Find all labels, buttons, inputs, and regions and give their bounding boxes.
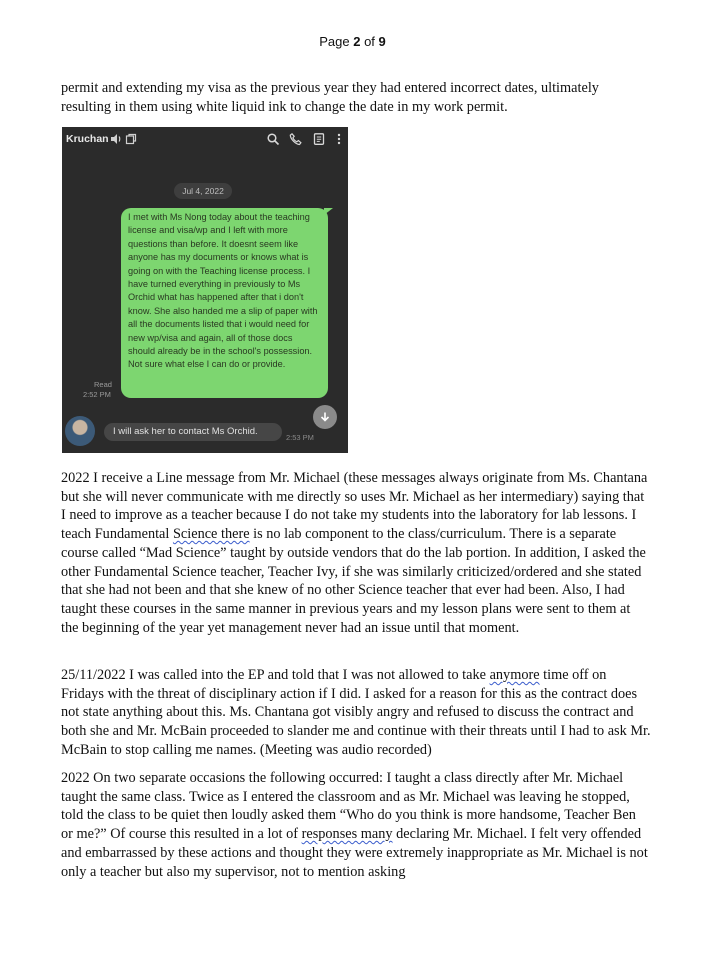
- phone-icon[interactable]: [289, 132, 303, 146]
- chat-date-separator: Jul 4, 2022: [174, 183, 232, 199]
- incoming-message-bubble: I will ask her to contact Ms Orchid.: [104, 423, 282, 441]
- scroll-down-button[interactable]: [313, 405, 337, 429]
- paragraph-text: [61, 769, 651, 881]
- text-run: 2022 On two separate occasions the following occurred: I taught a class directly after Mr. Michael taught the same class. Twice as I entered the classroom and as Mr. Michael was leaving he stopped, told the class to be quiet then loudly asked them “Who do you think is more handsome, Teacher Ben or me?” Of course this resulted in a lot of: [61, 770, 636, 843]
- paragraph-text: [61, 469, 651, 637]
- text-run: is no lab component to the class/curriculum. There is a separate course called “Mad Science” taught by outside vendors that do the lab portion. In addition, I asked the other Fundamental Science teacher, Teacher Ivy, if she was similarly criticized/ordered and she stated that she had not been and that she knew of no other Science teacher that ever had been. Also, I had taught these courses in the same manner in previous years and my lesson plans were sent to them at the beginning of the year yet management never had an issue until that moment.: [61, 526, 646, 636]
- search-icon[interactable]: [266, 132, 280, 146]
- spellcheck-flagged-text: responses many: [301, 826, 393, 843]
- paragraph-classroom-incident: [61, 769, 651, 881]
- page-label: Page: [319, 34, 354, 49]
- chat-screenshot: [62, 127, 348, 453]
- text-run: declaring Mr. Michael. I felt very offended and embarrassed by these actions and thought they were extremely inappropriate as Mr. Michael is not only a teacher but also my supervisor, not to mention asking: [61, 826, 648, 880]
- chat-topbar: [62, 127, 348, 153]
- text-run: 2022 I receive a Line message from Mr. Michael (these messages always originate from Ms. Chantana but she will never communicate with me directly so uses Mr. Michael as her intermediary) saying that I need to improve as a teacher because I do not take my students into the laboratory for lab lessons. I teach Fundamental: [61, 470, 648, 543]
- outgoing-timestamp: 2:52 PM: [83, 390, 111, 399]
- contact-name: Kruchan: [66, 133, 109, 145]
- copy-icon: [124, 132, 138, 146]
- paragraph-lab-lessons: [61, 469, 651, 637]
- contact-avatar[interactable]: [65, 416, 95, 446]
- notes-icon[interactable]: [312, 132, 326, 146]
- text-run: 25/11/2022 I was called into the EP and told that I was not allowed to take: [61, 667, 490, 683]
- incoming-timestamp: 2:53 PM: [286, 433, 314, 442]
- read-receipt: Read: [94, 380, 112, 389]
- spellcheck-flagged-text: Science there: [172, 526, 250, 543]
- intro-text: permit and extending my visa as the previous year they had entered incorrect dates, ultimately resulting in them using white liquid ink to change the date in my work permit.: [61, 80, 599, 115]
- spellcheck-flagged-text: anymore: [489, 667, 540, 683]
- paragraph-text: [61, 666, 651, 760]
- outgoing-message-bubble: I met with Ms Nong today about the teaching license and visa/wp and I left with more questions than before. It doesnt seem like anyone has my documents or knows what is going on with the Teaching license process. I have turned everything in previously to Ms Orchid what has happened after that i don't know. She also handed me a slip of paper with all the documents listed that i would need for new wp/visa and again, all of those docs should already be in the school's possession. Not sure what else I can do or provide.: [121, 208, 328, 398]
- arrow-down-icon: [319, 411, 331, 423]
- total-pages: 9: [378, 34, 386, 49]
- speaker-icon: [109, 132, 123, 146]
- page-number-header: [0, 34, 705, 49]
- more-vert-icon[interactable]: [332, 132, 346, 146]
- page-of-label: of: [360, 34, 379, 49]
- text-run: time off on Fridays with the threat of disciplinary action if I did. I asked for a reason for this as the contract does not state anything about this. Ms. Chantana got visibly angry and refused to discuss the contract and both she and Mr. McBain proceeded to slander me and continue with their threats until I had to ask Mr. McBain to stop calling me names. (Meeting was audio recorded): [61, 667, 651, 758]
- intro-paragraph: [61, 79, 651, 116]
- current-page: 2: [353, 34, 361, 49]
- paragraph-friday-time-off: [61, 666, 651, 760]
